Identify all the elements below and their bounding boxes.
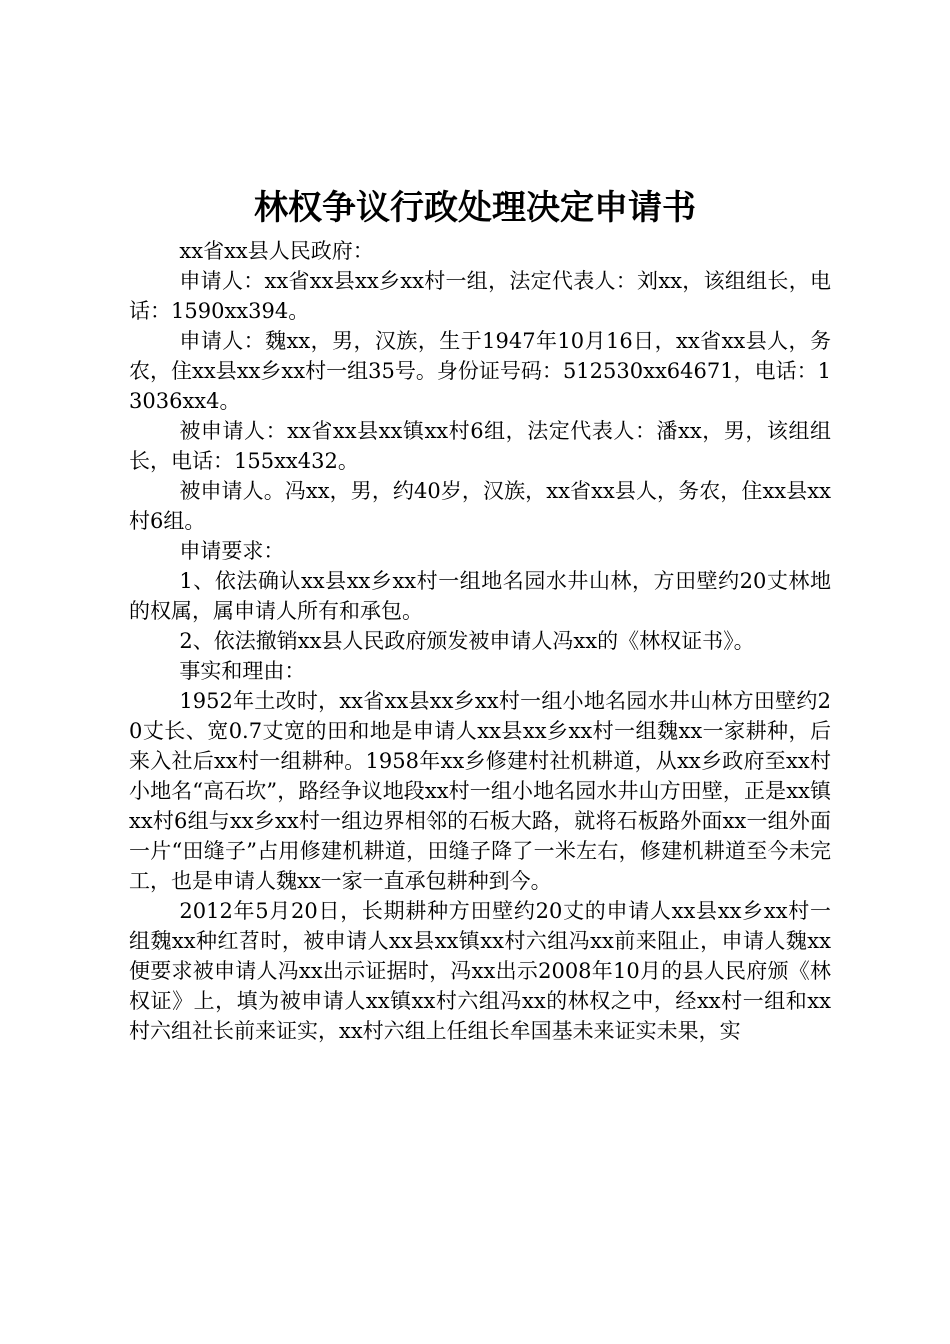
document-body: [129, 236, 831, 1046]
paragraph-respondent-1: 被申请人：xx省xx县xx镇xx村6组，法定代表人：潘xx，男，该组组长，电话：155xx432。: [129, 419, 831, 473]
paragraph-applicant-2: 申请人：魏xx，男，汉族，生于1947年10月16日，xx省xx县人，务农，住xx县xx乡xx村一组35号。身份证号码：512530xx64671，电话：13036xx4。: [129, 329, 831, 413]
paragraph-facts-heading: 事实和理由：: [179, 659, 306, 683]
paragraph-facts-2: 2012年5月20日，长期耕种方田壁约20丈的申请人xx县xx乡xx村一组魏xx种红苕时，被申请人xx县xx镇xx村六组冯xx前来阻止，申请人魏xx便要求被申请人冯xx出示证据时，冯xx出示2008年10月的县人民府颁《林权证》上，填为被申请人xx镇xx村六组冯xx的林权之中，经xx村一组和xx村六组社长前来证实，xx村六组上任组长牟国基未来证实未果，实: [129, 899, 831, 1043]
document-title: 林权争议行政处理决定申请书: [254, 188, 696, 228]
paragraph-request-2: 2、依法撤销xx县人民政府颁发被申请人冯xx的《林权证书》。: [179, 629, 755, 653]
paragraph-facts-1: 1952年土改时，xx省xx县xx乡xx村一组小地名园水井山林方田壁约20丈长、宽0.7丈宽的田和地是申请人xx县xx乡xx村一组魏xx一家耕种，后来入社后xx村一组耕种。1958年xx乡修建村社机耕道，从xx乡政府至xx村小地名“高石坎”，路经争议地段xx村一组小地名园水井山方田壁，正是xx镇xx村6组与xx乡xx村一组边界相邻的石板大路，就将石板路外面xx一组外面一片“田缝子”占用修建机耕道，田缝子降了一米左右，修建机耕道至今未完工，也是申请人魏xx一家一直承包耕种到今。: [129, 689, 831, 893]
paragraph-request-1: 1、依法确认xx县xx乡xx村一组地名园水井山林，方田壁约20丈林地的权属，属申请人所有和承包。: [129, 569, 831, 623]
paragraph-addressee: xx省xx县人民政府：: [179, 239, 374, 263]
paragraph-applicant-1: 申请人：xx省xx县xx乡xx村一组，法定代表人：刘xx，该组组长，电话：1590xx394。: [129, 269, 831, 323]
paragraph-respondent-2: 被申请人。冯xx，男，约40岁，汉族，xx省xx县人，务农，住xx县xx村6组。: [129, 479, 831, 533]
paragraph-requests-heading: 申请要求：: [179, 539, 285, 563]
